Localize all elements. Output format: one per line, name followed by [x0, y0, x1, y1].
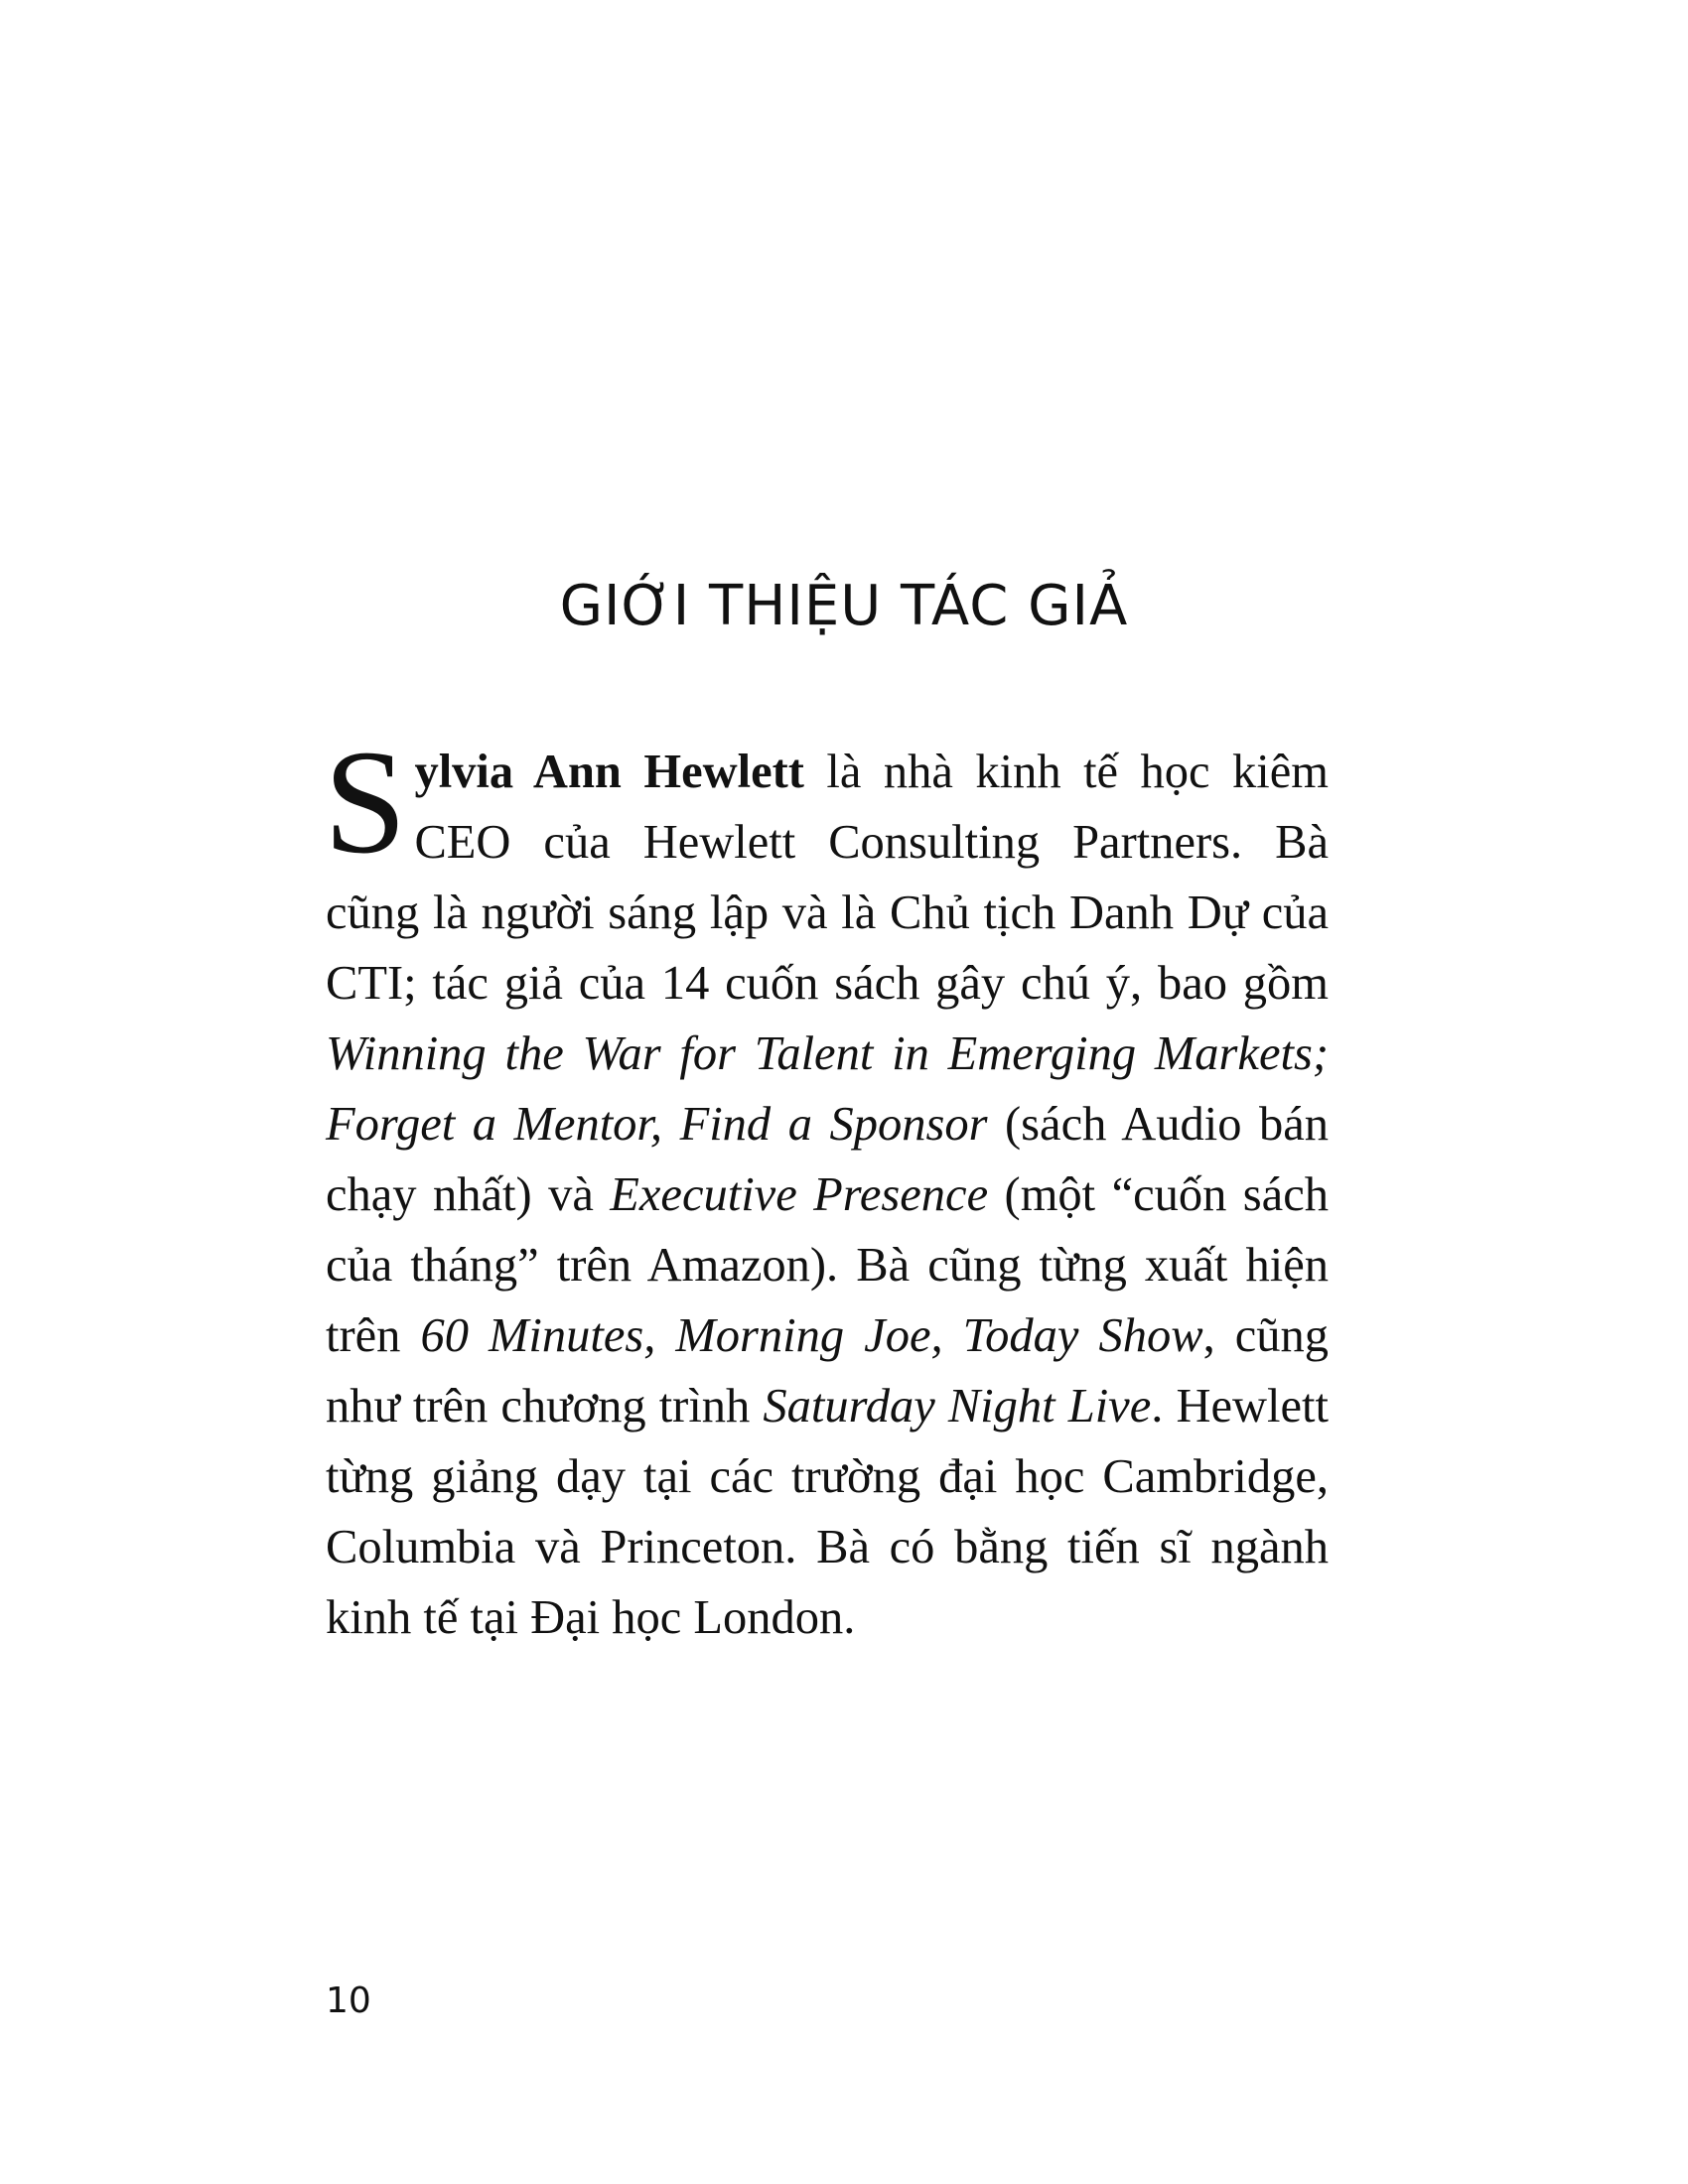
page-number: 10 — [326, 1980, 371, 2021]
author-bio-paragraph — [324, 720, 1330, 1653]
drop-cap: S — [324, 720, 407, 885]
bio-text-4: , cũng như trên chương trình — [326, 1309, 1329, 1433]
bio-text-5: . Hewlett từng giảng dạy tại các trường đại học Cambridge, Columbia và Princeton. Bà có bằng tiến sĩ ngành kinh tế tại Đại học London. — [326, 1380, 1329, 1644]
bio-text-2: (sách Audio bán chạy nhất) và — [326, 1098, 1330, 1221]
bio-text-3: (một “cuốn sách của tháng” trên Amazon). Bà cũng từng xuất hiện trên — [326, 1168, 1329, 1362]
book-title-executive-presence: Executive Presence — [610, 1168, 989, 1221]
bio-text-1: là nhà kinh tế học kiêm CEO của Hewlett Consulting Partners. Bà cũng là người sáng lập và là Chủ tịch Danh Dự của CTI; tác giả của 14 cuốn sách gây chú ý, bao gồm — [326, 746, 1329, 1010]
author-name: ylvia Ann Hewlett — [414, 746, 804, 798]
tv-shows: 60 Minutes, Morning Joe, Today Show — [420, 1309, 1203, 1362]
book-titles: Winning the War for Talent in Emerging Markets; Forget a Mentor, Find a Sponsor — [326, 1027, 1329, 1151]
chapter-heading: GIỚI THIỆU TÁC GIẢ — [559, 573, 1129, 638]
tv-show-snl: Saturday Night Live — [763, 1380, 1152, 1433]
